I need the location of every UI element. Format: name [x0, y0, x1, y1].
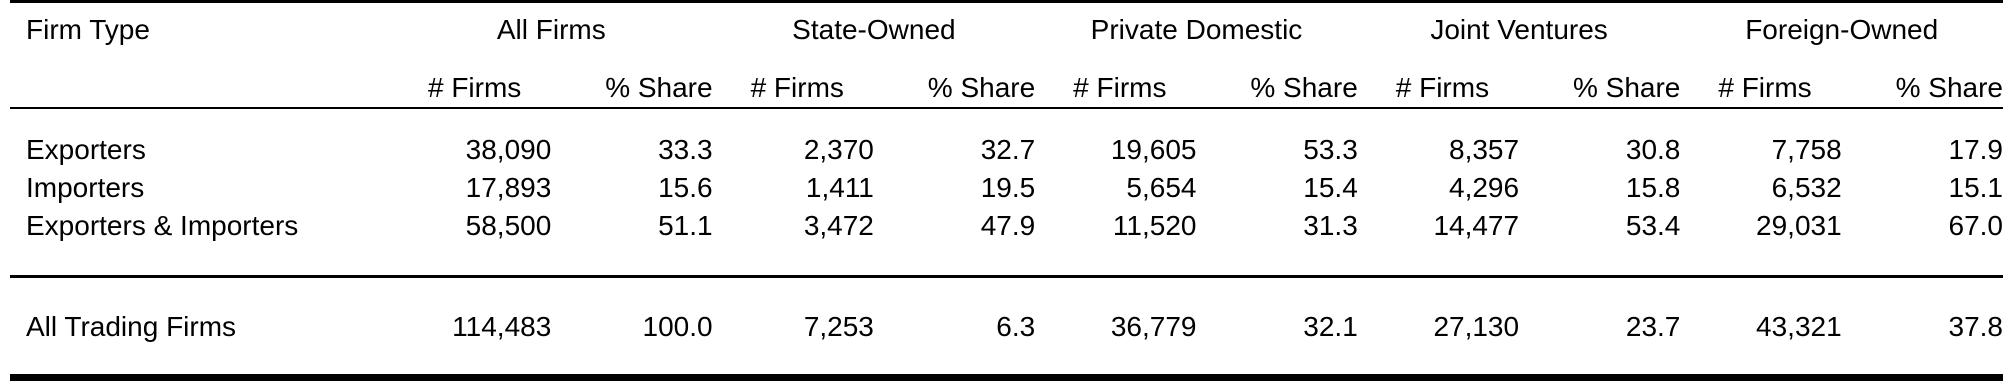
table-cell: 47.9 — [980, 210, 1036, 241]
table-cell: 1,411 — [805, 172, 874, 203]
table-cell: 29,031 — [1756, 210, 1842, 241]
table-cell: 17,893 — [465, 172, 552, 203]
group-header-row — [10, 2, 2003, 58]
table-cell: 114,483 — [452, 311, 552, 342]
table-cell: 17.9 — [1948, 134, 2003, 165]
sub-header-share: % Share — [1895, 72, 2003, 103]
group-header-all-firms: All Firms — [496, 14, 606, 45]
sub-header-firms: # Firms — [1073, 72, 1167, 103]
sub-header-share: % Share — [1572, 72, 1681, 103]
table-cell: 5,654 — [1126, 172, 1197, 203]
table-cell: 100.0 — [642, 311, 713, 342]
sub-header-firms: # Firms — [750, 72, 844, 103]
table-cell: 15.1 — [1948, 172, 2003, 203]
table-cell: 4,296 — [1449, 172, 1520, 203]
sub-header-firms: # Firms — [1395, 72, 1490, 103]
table-cell: 3,472 — [803, 210, 874, 241]
table-cell: 30.8 — [1625, 134, 1681, 165]
table-cell: 31.3 — [1303, 210, 1358, 241]
table-cell: 38,090 — [465, 134, 552, 165]
group-header-private-domestic: Private Domestic — [1090, 14, 1303, 45]
sub-header-firms: # Firms — [427, 72, 522, 103]
table-row — [10, 131, 2003, 169]
table-cell: 2,370 — [803, 134, 874, 165]
table-cell: 6.3 — [996, 311, 1036, 342]
group-header-joint-ventures: Joint Ventures — [1430, 14, 1608, 45]
table-cell: 27,130 — [1433, 311, 1520, 342]
table-cell: 23.7 — [1625, 311, 1681, 342]
row-label: Exporters — [26, 134, 146, 165]
sub-header-share: % Share — [605, 72, 713, 103]
total-row — [10, 308, 2003, 346]
table-row — [10, 169, 2003, 207]
row-label: Importers — [26, 172, 145, 203]
section-divider — [10, 277, 2003, 309]
table-cell: 51.1 — [658, 210, 713, 241]
sub-header-row — [10, 57, 2003, 108]
trade-firms-table — [10, 0, 2003, 381]
group-header-foreign-owned: Foreign-Owned — [1745, 14, 1939, 45]
table-cell: 15.8 — [1625, 172, 1681, 203]
table-cell: 32.1 — [1303, 311, 1358, 342]
table-row — [10, 207, 2003, 245]
total-row-label: All Trading Firms — [26, 311, 237, 342]
firm-type-header: Firm Type — [26, 14, 150, 45]
table-cell: 33.3 — [658, 134, 713, 165]
table-cell: 15.4 — [1303, 172, 1358, 203]
group-header-state-owned: State-Owned — [792, 14, 956, 45]
sub-header-firms: # Firms — [1718, 72, 1812, 103]
table-cell: 6,532 — [1771, 172, 1842, 203]
table-cell: 7,758 — [1771, 134, 1842, 165]
table-cell: 8,357 — [1449, 134, 1520, 165]
table-cell: 11,520 — [1112, 210, 1197, 241]
sub-header-share: % Share — [1250, 72, 1358, 103]
table-cell: 67.0 — [1948, 210, 2003, 241]
table-cell: 7,253 — [803, 311, 874, 342]
table-cell: 32.7 — [980, 134, 1036, 165]
table-cell: 58,500 — [465, 210, 552, 241]
table-cell: 53.4 — [1625, 210, 1681, 241]
table-cell: 19,605 — [1110, 134, 1197, 165]
table-cell: 43,321 — [1756, 311, 1842, 342]
row-label: Exporters & Importers — [26, 210, 299, 241]
sub-header-empty — [10, 57, 390, 108]
table-cell: 15.6 — [658, 172, 713, 203]
sub-header-share: % Share — [927, 72, 1036, 103]
table-cell: 53.3 — [1303, 134, 1358, 165]
table-cell: 19.5 — [980, 172, 1036, 203]
table-cell: 14,477 — [1433, 210, 1520, 241]
table-cell: 36,779 — [1110, 311, 1197, 342]
table-cell: 37.8 — [1948, 311, 2003, 342]
